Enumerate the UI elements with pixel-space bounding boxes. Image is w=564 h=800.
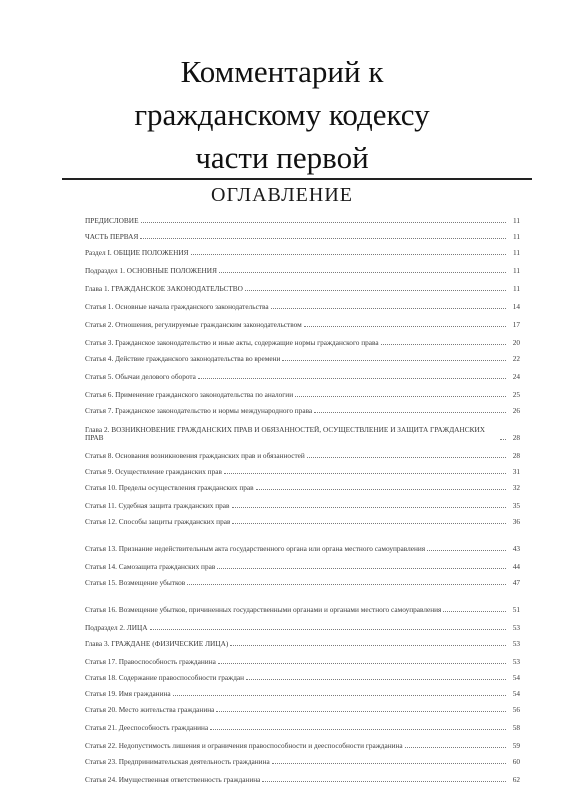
toc-entry <box>85 492 520 510</box>
toc-entry-title: Статья 16. Возмещение убытков, причиненных государственными органами и органами местного самоуправления <box>85 606 442 614</box>
toc-dot-leader <box>245 290 506 291</box>
toc-page-number: 22 <box>512 354 520 363</box>
toc-dot-leader <box>272 763 506 764</box>
title-divider <box>62 178 532 180</box>
toc-page-number: 53 <box>512 639 520 648</box>
toc-entry <box>85 415 520 442</box>
toc-dot-leader <box>232 523 506 524</box>
toc-entry-title: Статья 11. Судебная защита гражданских прав <box>85 502 230 510</box>
toc-page-number: 11 <box>512 266 520 275</box>
toc-page-number: 53 <box>512 623 520 632</box>
toc-page-number: 58 <box>512 723 520 732</box>
toc-dot-leader <box>427 550 506 551</box>
toc-entry <box>85 587 520 614</box>
toc-entry-title: Статья 12. Способы защиты гражданских прав <box>85 518 231 526</box>
toc-entry-title: Статья 20. Место жительства гражданина <box>85 706 215 714</box>
toc-entry <box>85 571 520 587</box>
toc-page-number: 35 <box>512 501 520 510</box>
toc-entry-title: Статья 1. Основные начала гражданского законодательства <box>85 303 269 311</box>
toc-entry-title: Статья 23. Предпринимательская деятельность гражданина <box>85 758 270 766</box>
toc-page-number: 32 <box>512 483 520 492</box>
toc-dot-leader <box>443 611 506 612</box>
toc-entry <box>85 311 520 329</box>
toc-entry-title: Статья 3. Гражданское законодательство и иные акты, содержащие нормы гражданского права <box>85 339 379 347</box>
toc-entry-title: Статья 24. Имущественная ответственность гражданина <box>85 776 261 784</box>
toc-entry-title: Статья 4. Действие гражданского законодательства во времени <box>85 355 281 363</box>
toc-dot-leader <box>381 344 506 345</box>
toc-dot-leader <box>307 457 506 458</box>
toc-entry-title: Статья 10. Пределы осуществления гражданских прав <box>85 484 254 492</box>
toc-dot-leader <box>246 679 506 680</box>
toc-dot-leader <box>500 439 506 440</box>
toc-entry-title: Глава 2. ВОЗНИКНОВЕНИЕ ГРАЖДАНСКИХ ПРАВ И ОБЯЗАННОСТЕЙ, ОСУЩЕСТВЛЕНИЕ И ЗАЩИТА ГРАЖДАНСКИХ ПРАВ <box>85 426 485 442</box>
toc-page-number: 43 <box>512 544 520 553</box>
toc-dot-leader <box>218 663 506 664</box>
toc-entry <box>85 666 520 682</box>
toc-page-number: 14 <box>512 302 520 311</box>
toc-dot-leader <box>141 222 506 223</box>
toc-page-number: 11 <box>512 248 520 257</box>
toc-entry <box>85 293 520 311</box>
toc-entry <box>85 363 520 381</box>
toc-entry <box>85 225 520 241</box>
toc-entry <box>85 510 520 526</box>
toc-dot-leader <box>230 645 506 646</box>
toc-entry <box>85 750 520 766</box>
toc-entry-title: Статья 7. Гражданское законодательство и нормы международного права <box>85 407 313 415</box>
toc-dot-leader <box>173 695 506 696</box>
toc-dot-leader <box>140 238 506 239</box>
toc-dot-leader <box>150 629 506 630</box>
toc-dot-leader <box>232 507 507 508</box>
toc-entry <box>85 257 520 275</box>
toc-heading: ОГЛАВЛЕНИЕ <box>211 184 353 206</box>
toc-entry <box>85 347 520 363</box>
toc-entry <box>85 553 520 571</box>
toc-dot-leader <box>216 711 506 712</box>
toc-entry-title: Статья 15. Возмещение убытков <box>85 579 186 587</box>
toc-entry <box>85 648 520 666</box>
toc-page-number: 28 <box>512 433 520 442</box>
toc-entry <box>85 632 520 648</box>
toc-entry-title: Статья 18. Содержание правоспособности граждан <box>85 674 245 682</box>
toc-dot-leader <box>314 412 506 413</box>
toc-entry <box>85 698 520 714</box>
toc-entry-title: Статья 19. Имя гражданина <box>85 690 171 698</box>
toc-dot-leader <box>282 360 506 361</box>
toc-entry <box>85 210 520 225</box>
toc-dot-leader <box>191 254 506 255</box>
toc-page-number: 47 <box>512 578 520 587</box>
toc-entry <box>85 766 520 784</box>
toc-page-number: 20 <box>512 338 520 347</box>
toc-entry <box>85 526 520 553</box>
toc-entry <box>85 241 520 257</box>
toc-entry-title: Статья 13. Признание недействительным акта государственного органа или органа местного самоуправления <box>85 545 426 553</box>
title-line-1: Комментарий к <box>180 54 384 89</box>
toc-entry <box>85 442 520 460</box>
toc-page-number: 24 <box>512 372 520 381</box>
toc-page-number: 44 <box>512 562 520 571</box>
document-title <box>0 50 564 179</box>
toc-page-number: 31 <box>512 467 520 476</box>
toc-entry-title: Статья 21. Дееспособность гражданина <box>85 724 209 732</box>
toc-entry-title: Статья 22. Недопустимость лишения и ограничения правоспособности и дееспособности гражданина <box>85 742 403 750</box>
toc-page-number: 56 <box>512 705 520 714</box>
toc-entry <box>85 399 520 415</box>
toc-entry <box>85 732 520 750</box>
toc-entry-title: ЧАСТЬ ПЕРВАЯ <box>85 233 139 241</box>
toc-dot-leader <box>262 781 506 782</box>
toc-entry-title: Статья 8. Основания возникновения гражданских прав и обязанностей <box>85 452 305 460</box>
toc-dot-leader <box>219 272 506 273</box>
toc-entry <box>85 476 520 492</box>
toc-dot-leader <box>198 378 506 379</box>
toc-page-number: 25 <box>512 390 520 399</box>
toc-entry-title: Статья 14. Самозащита гражданских прав <box>85 563 216 571</box>
toc-dot-leader <box>210 729 506 730</box>
toc-dot-leader <box>256 489 506 490</box>
toc-entry-title: Статья 9. Осуществление гражданских прав <box>85 468 222 476</box>
toc-entry <box>85 381 520 399</box>
toc-entry <box>85 682 520 698</box>
toc-page-number: 53 <box>512 657 520 666</box>
toc-entry <box>85 460 520 476</box>
toc-page-number: 28 <box>512 451 520 460</box>
toc-page-number: 59 <box>512 741 520 750</box>
toc-page-number: 54 <box>512 689 520 698</box>
toc-entry-title: Статья 6. Применение гражданского законодательства по аналогии <box>85 391 294 399</box>
toc-page-number: 54 <box>512 673 520 682</box>
toc-page-number: 17 <box>512 320 520 329</box>
toc-dot-leader <box>187 584 506 585</box>
toc-entry <box>85 329 520 347</box>
toc-page-number: 11 <box>512 232 520 241</box>
toc-entry-title: Статья 5. Обычаи делового оборота <box>85 373 196 381</box>
toc-page-number: 11 <box>512 284 520 293</box>
toc-entry-title: ПРЕДИСЛОВИЕ <box>85 217 139 225</box>
toc-dot-leader <box>217 568 506 569</box>
toc-entry-title: Подраздел 1. ОСНОВНЫЕ ПОЛОЖЕНИЯ <box>85 267 217 275</box>
toc-dot-leader <box>405 747 506 748</box>
toc-page-number: 60 <box>512 757 520 766</box>
toc-dot-leader <box>304 326 506 327</box>
toc-entry-title: Раздел I. ОБЩИЕ ПОЛОЖЕНИЯ <box>85 249 189 257</box>
toc-page-number: 26 <box>512 406 520 415</box>
toc-dot-leader <box>271 308 506 309</box>
toc-entry-title: Статья 17. Правоспособность гражданина <box>85 658 216 666</box>
toc-entry-title: Глава 3. ГРАЖДАНЕ (ФИЗИЧЕСКИЕ ЛИЦА) <box>85 640 229 648</box>
title-line-2: гражданскому кодексу <box>134 97 430 132</box>
toc-entry-title: Глава 1. ГРАЖДАНСКОЕ ЗАКОНОДАТЕЛЬСТВО <box>85 285 243 293</box>
toc-dot-leader <box>224 473 506 474</box>
toc-page-number: 51 <box>512 605 520 614</box>
toc-dot-leader <box>295 396 506 397</box>
toc-entry-title: Статья 2. Отношения, регулируемые гражданским законодательством <box>85 321 302 329</box>
toc-page-number: 11 <box>512 216 520 225</box>
table-of-contents <box>85 210 520 784</box>
toc-entry-title: Подраздел 2. ЛИЦА <box>85 624 148 632</box>
title-line-3: части первой <box>195 140 369 175</box>
toc-entry <box>85 714 520 732</box>
toc-page-number: 36 <box>512 517 520 526</box>
toc-entry <box>85 275 520 293</box>
toc-page-number: 62 <box>512 775 520 784</box>
toc-entry <box>85 614 520 632</box>
